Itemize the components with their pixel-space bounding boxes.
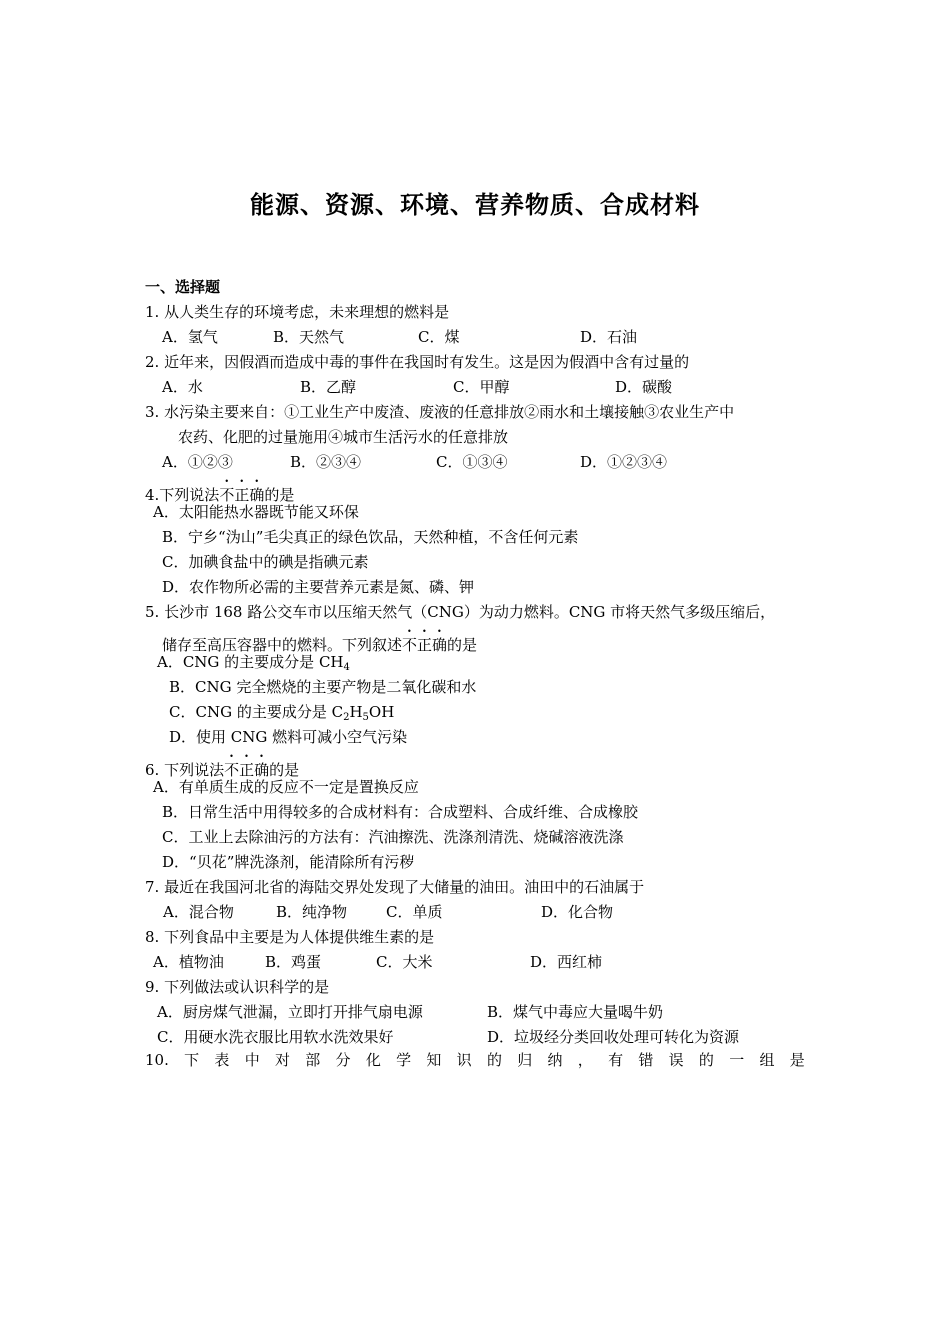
question-9-stem: 9. 下列做法或认识科学的是 bbox=[145, 978, 330, 996]
question-10-token: 纳 bbox=[547, 1051, 563, 1069]
question-9-option-c: C．用硬水洗衣服比用软水洗效果好 bbox=[157, 1028, 394, 1046]
question-2-option-b: B．乙醇 bbox=[300, 378, 357, 396]
question-10-token: 误 bbox=[668, 1051, 684, 1069]
question-2-option-c: C．甲醇 bbox=[453, 378, 510, 396]
question-1-option-a: A．氢气 bbox=[162, 328, 218, 346]
stem-text: 6. 下列说法 bbox=[145, 761, 225, 779]
question-10-token: 中 bbox=[244, 1051, 260, 1069]
question-10-token: 的 bbox=[698, 1051, 714, 1069]
question-6-option-c: C．工业上去除油污的方法有：汽油擦洗、洗涤剂清洗、烧碱溶液洗涤 bbox=[162, 828, 624, 846]
question-8-stem: 8. 下列食品中主要是为人体提供维生素的是 bbox=[145, 928, 435, 946]
question-6-stem bbox=[145, 752, 299, 780]
emphasized-text: 不正确 bbox=[402, 636, 448, 654]
question-1-option-b: B．天然气 bbox=[273, 328, 345, 346]
subscript: 5 bbox=[362, 712, 369, 723]
stem-text: 的是 bbox=[447, 636, 478, 654]
question-5-stem-line-2 bbox=[162, 627, 477, 655]
question-10-token: 有 bbox=[608, 1051, 624, 1069]
question-5-option-a bbox=[157, 652, 350, 672]
question-6-option-b: B．日常生活中用得较多的合成材料有：合成塑料、合成纤维、合成橡胶 bbox=[162, 803, 639, 821]
question-10-token: 识 bbox=[456, 1051, 472, 1069]
question-10-token: 对 bbox=[274, 1051, 290, 1069]
stem-text: 的是 bbox=[264, 486, 295, 504]
question-3-option-a: A．①②③ bbox=[162, 453, 233, 471]
emphasized-text: 不正确 bbox=[219, 486, 265, 504]
question-8-option-c: C．大米 bbox=[376, 953, 433, 971]
question-1-stem: 1. 从人类生存的环境考虑，未来理想的燃料是 bbox=[145, 303, 450, 321]
question-3-option-d: D．①②③④ bbox=[580, 453, 668, 471]
question-10-token: 是 bbox=[789, 1051, 805, 1069]
question-4-option-b: B．宁乡“沩山”毛尖真正的绿色饮品，天然种植，不含任何元素 bbox=[162, 528, 579, 546]
question-6-option-a: A．有单质生成的反应不一定是置换反应 bbox=[153, 778, 419, 796]
option-text: C．CNG 的主要成分是 C bbox=[169, 703, 344, 721]
question-10-token: 错 bbox=[638, 1051, 654, 1069]
stem-text: 储存至高压容器中的燃料。下列叙述 bbox=[162, 636, 403, 654]
question-9-option-a: A．厨房煤气泄漏，立即打开排气扇电源 bbox=[157, 1003, 423, 1021]
stem-text: 的是 bbox=[269, 761, 300, 779]
question-7-option-c: C．单质 bbox=[386, 903, 443, 921]
question-2-option-d: D．碳酸 bbox=[615, 378, 673, 396]
subscript: 4 bbox=[343, 662, 350, 673]
question-10-token: 下 bbox=[184, 1051, 200, 1069]
stem-text: 4.下列说法 bbox=[145, 486, 220, 504]
question-5-option-d: D．使用 CNG 燃料可减小空气污染 bbox=[169, 728, 408, 746]
question-6-option-d: D．“贝花”牌洗涤剂，能清除所有污秽 bbox=[162, 853, 415, 871]
question-7-stem: 7. 最近在我国河北省的海陆交界处发现了大储量的油田。油田中的石油属于 bbox=[145, 878, 645, 896]
question-4-option-a: A．太阳能热水器既节能又环保 bbox=[153, 503, 359, 521]
option-text: A．CNG 的主要成分是 CH bbox=[157, 653, 344, 671]
question-5-option-c bbox=[169, 702, 394, 722]
option-text: H bbox=[349, 703, 363, 721]
question-1-option-d: D．石油 bbox=[580, 328, 638, 346]
question-10-token: 部 bbox=[305, 1051, 321, 1069]
question-10-stem bbox=[145, 1050, 805, 1070]
question-10-token: 化 bbox=[365, 1051, 381, 1069]
subscript: 2 bbox=[343, 712, 350, 723]
question-10-token: 的 bbox=[486, 1051, 502, 1069]
question-1-option-c: C．煤 bbox=[418, 328, 460, 346]
question-3-option-b: B．②③④ bbox=[290, 453, 362, 471]
question-10-token: 一 bbox=[729, 1051, 745, 1069]
question-10-token: ， bbox=[577, 1051, 593, 1069]
question-4-option-d: D．农作物所必需的主要营养元素是氮、磷、钾 bbox=[162, 578, 475, 596]
question-7-option-a: A．混合物 bbox=[163, 903, 234, 921]
question-7-option-d: D．化合物 bbox=[541, 903, 614, 921]
question-5-stem-line-1: 5. 长沙市 168 路公交车市以压缩天然气（CNG）为动力燃料。CNG 市将天然气多级压缩后， bbox=[145, 603, 776, 621]
question-10-token: 学 bbox=[396, 1051, 412, 1069]
question-10-token: 分 bbox=[335, 1051, 351, 1069]
question-2-stem: 2. 近年来，因假酒而造成中毒的事件在我国时有发生。这是因为假酒中含有过量的 bbox=[145, 353, 690, 371]
question-9-option-b: B．煤气中毒应大量喝牛奶 bbox=[487, 1003, 664, 1021]
section-heading: 一、选择题 bbox=[145, 278, 221, 296]
question-4-option-c: C．加碘食盐中的碘是指碘元素 bbox=[162, 553, 369, 571]
question-2-option-a: A．水 bbox=[162, 378, 203, 396]
page-title: 能源、资源、环境、营养物质、合成材料 bbox=[250, 190, 700, 219]
emphasized-text: 不正确 bbox=[224, 761, 270, 779]
question-3-option-c: C．①③④ bbox=[436, 453, 508, 471]
question-8-option-d: D．西红柿 bbox=[530, 953, 603, 971]
question-10-token: 10. bbox=[145, 1051, 169, 1069]
question-10-token: 归 bbox=[517, 1051, 533, 1069]
question-8-option-b: B．鸡蛋 bbox=[265, 953, 322, 971]
question-3-stem-line-2: 农药、化肥的过量施用④城市生活污水的任意排放 bbox=[178, 428, 509, 446]
option-text: OH bbox=[368, 703, 395, 721]
question-10-token: 表 bbox=[214, 1051, 230, 1069]
question-3-stem-line-1: 3. 水污染主要来自：①工业生产中废渣、废液的任意排放②雨水和土壤接触③农业生产中 bbox=[145, 403, 735, 421]
question-10-token: 知 bbox=[426, 1051, 442, 1069]
question-7-option-b: B．纯净物 bbox=[276, 903, 348, 921]
question-10-token: 组 bbox=[759, 1051, 775, 1069]
question-4-stem bbox=[145, 477, 294, 505]
question-8-option-a: A．植物油 bbox=[153, 953, 224, 971]
question-9-option-d: D．垃圾经分类回收处理可转化为资源 bbox=[487, 1028, 740, 1046]
question-5-option-b: B．CNG 完全燃烧的主要产物是二氧化碳和水 bbox=[169, 678, 477, 696]
